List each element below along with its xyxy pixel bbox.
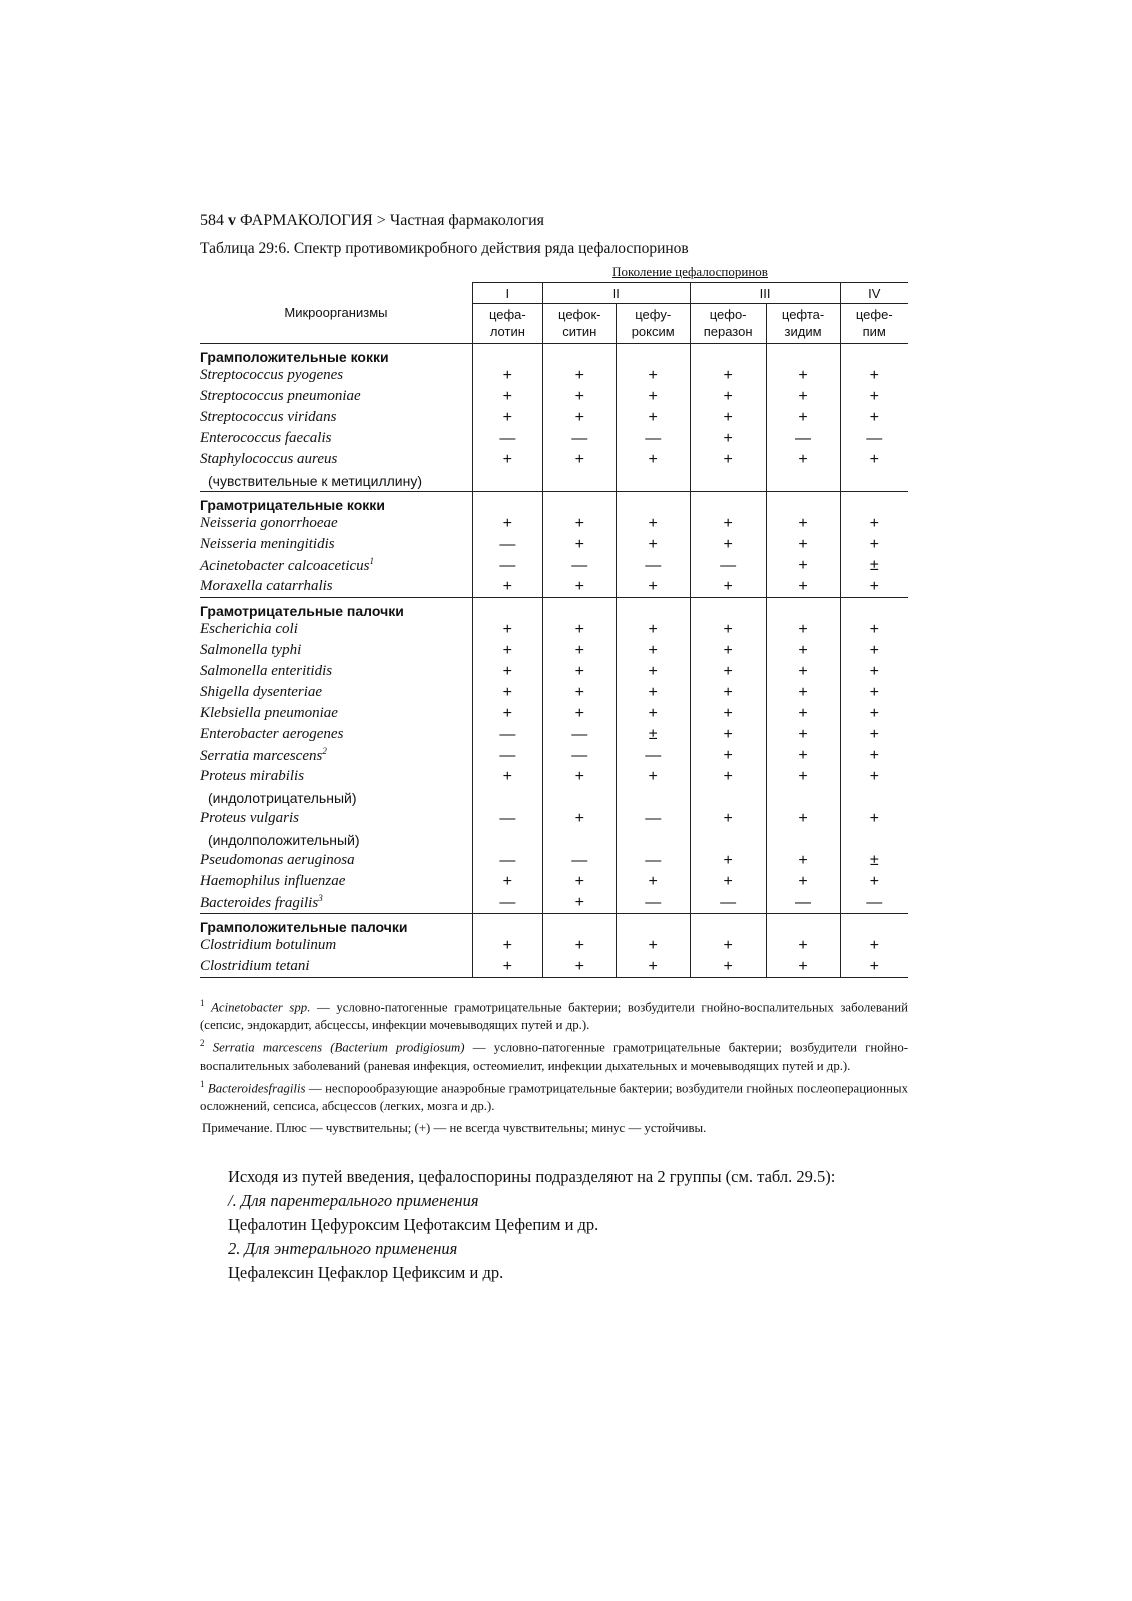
table-row [200,619,908,640]
sensitivity-cell [542,470,616,492]
sensitivity-cell: — [472,534,542,555]
sensitivity-cell: + [766,555,840,576]
microorganisms-header: Микроорганизмы [284,305,388,321]
page [200,212,908,1285]
sensitivity-cell: + [472,703,542,724]
table-row [200,661,908,682]
sensitivity-cell: + [690,534,766,555]
group1-title: /. Для парентерального применения [228,1190,479,1210]
sensitivity-cell: + [690,956,766,978]
sensitivity-cell [690,470,766,492]
sensitivity-cell: — [472,892,542,914]
sensitivity-cell: + [840,682,908,703]
sensitivity-cell: + [472,576,542,598]
sensitivity-cell: + [472,407,542,428]
empty-cell [766,344,840,366]
sensitivity-cell: + [616,956,690,978]
table-row [200,407,908,428]
sensitivity-cell: — [840,428,908,449]
group-title: Грамположительные кокки [200,344,472,366]
organism-name: Proteus mirabilis [200,768,305,784]
sensitivity-cell: — [616,850,690,871]
sensitivity-cell: + [766,576,840,598]
organism-name: Proteus vulgaris [200,810,300,826]
sensitivity-cell: — [766,428,840,449]
sensitivity-cell: + [616,935,690,956]
sensitivity-cell: + [840,640,908,661]
group-title: Грамположительные палочки [200,914,472,936]
sensitivity-cell: — [690,892,766,914]
body-text [200,1165,908,1285]
sensitivity-cell: + [542,365,616,386]
sensitivity-cell: + [766,386,840,407]
organism-name: Enterococcus faecalis [200,430,332,446]
empty-cell [766,492,840,514]
group-header-row [200,492,908,514]
sensitivity-cell: + [766,534,840,555]
sensitivity-cell: — [616,555,690,576]
sensitivity-cell: + [840,407,908,428]
sensitivity-cell [840,470,908,492]
spectrum-table [200,282,908,978]
table-row [200,766,908,787]
sensitivity-cell: + [616,703,690,724]
empty-cell [542,492,616,514]
group-title: Грамотрицательные кокки [200,492,472,514]
sensitivity-cell: + [472,956,542,978]
generation-iii: III [690,283,840,304]
sensitivity-cell [766,787,840,808]
empty-cell [542,598,616,620]
organism-name: Escherichia coli [200,621,298,637]
sensitivity-cell: + [690,428,766,449]
sensitivity-cell: + [472,661,542,682]
table-row [200,935,908,956]
organism-name: Neisseria meningitidis [200,536,335,552]
sensitivity-cell: + [690,935,766,956]
sensitivity-cell: + [542,640,616,661]
organism-name: Shigella dysenteriae [200,684,323,700]
sensitivity-cell: + [690,766,766,787]
table-row [200,555,908,576]
sensitivity-cell: + [690,871,766,892]
sensitivity-cell [840,787,908,808]
sensitivity-cell: + [616,619,690,640]
group2-list: Цефалексин Цефаклор Цефиксим и др. [228,1262,504,1282]
group2-title: 2. Для энтерального применения [228,1238,458,1258]
table-row [200,576,908,598]
sensitivity-cell: — [616,808,690,829]
group1-list: Цефалотин Цефуроксим Цефотаксим Цефепим и др. [228,1214,599,1234]
organism-name: Haemophilus influenzae [200,873,346,889]
sensitivity-cell: + [690,850,766,871]
sensitivity-cell: + [472,766,542,787]
table-row [200,470,908,492]
organism-name: Salmonella typhi [200,642,302,658]
sensitivity-cell: + [542,661,616,682]
table-row [200,682,908,703]
sensitivity-cell: + [766,407,840,428]
drug-header: цефе- пим [840,304,908,344]
sensitivity-cell: — [616,428,690,449]
sensitivity-cell: + [472,365,542,386]
sensitivity-cell: + [542,386,616,407]
sensitivity-cell: + [616,407,690,428]
empty-cell [690,344,766,366]
sensitivity-cell: — [472,555,542,576]
sensitivity-cell: — [840,892,908,914]
sensitivity-cell: — [472,745,542,766]
sensitivity-cell: + [472,619,542,640]
sensitivity-cell: ± [840,850,908,871]
sensitivity-cell: + [616,534,690,555]
sensitivity-cell: + [840,619,908,640]
sensitivity-cell: — [616,745,690,766]
sensitivity-cell: + [840,576,908,598]
empty-cell [616,492,690,514]
sensitivity-cell: — [616,892,690,914]
drug-header: цефок- ситин [542,304,616,344]
sensitivity-cell: + [766,365,840,386]
empty-cell [766,914,840,936]
organism-name: (чувствительные к метициллину) [208,472,422,489]
sensitivity-cell: + [840,808,908,829]
sensitivity-cell: + [690,703,766,724]
sensitivity-cell: + [690,724,766,745]
sensitivity-cell: ± [616,724,690,745]
sensitivity-cell: + [542,513,616,534]
table-row [200,724,908,745]
group-title: Грамотрицательные палочки [200,598,472,620]
sensitivity-cell: + [616,871,690,892]
sensitivity-cell: — [472,428,542,449]
sensitivity-cell: + [616,576,690,598]
sensitivity-cell: + [840,724,908,745]
sensitivity-cell: + [840,365,908,386]
sensitivity-cell [616,787,690,808]
sensitivity-cell: + [840,935,908,956]
organism-name: Neisseria gonorrhoeae [200,515,338,531]
sensitivity-cell: + [840,871,908,892]
sensitivity-cell: + [840,513,908,534]
table-row [200,534,908,555]
empty-cell [472,598,542,620]
generation-i: I [472,283,542,304]
empty-cell [616,344,690,366]
sensitivity-cell [690,787,766,808]
sensitivity-cell: — [542,724,616,745]
sensitivity-cell: + [766,850,840,871]
table-row [200,449,908,470]
table-body [200,344,908,978]
sensitivity-cell: + [616,640,690,661]
intro-paragraph: Исходя из путей введения, цефалоспорины подразделяют на 2 группы (см. табл. 29.5): [228,1166,836,1186]
sensitivity-cell: + [542,871,616,892]
table-row [200,428,908,449]
sensitivity-cell: + [690,619,766,640]
sensitivity-cell [472,829,542,850]
empty-cell [840,344,908,366]
sensitivity-cell: + [472,449,542,470]
footnote: $^2$ Serratia marcescens (Bacterium prodigiosum) — условно-патогенные грамотрицательные бактерии; возбудители гнойно-воспалительных заболеваний (раневая инфекция, остеомиелит, инфекции дыхательных и мочевыводящих путей и др.). [200,1038,909,1073]
sensitivity-cell: + [766,513,840,534]
sensitivity-cell: + [690,640,766,661]
empty-cell [542,344,616,366]
sensitivity-cell [472,787,542,808]
sensitivity-cell: + [766,619,840,640]
sensitivity-cell: — [542,555,616,576]
table-row [200,850,908,871]
sensitivity-cell: + [766,808,840,829]
table-row [200,703,908,724]
empty-cell [472,914,542,936]
empty-cell [542,914,616,936]
sensitivity-cell: + [616,661,690,682]
sensitivity-cell: + [766,449,840,470]
sensitivity-cell: + [472,640,542,661]
subsection-title: Частная фармакология [389,212,544,229]
sensitivity-cell: + [616,513,690,534]
sensitivity-cell: + [616,682,690,703]
sensitivity-cell: + [840,534,908,555]
sensitivity-cell: + [472,682,542,703]
sensitivity-cell: + [690,407,766,428]
empty-cell [840,914,908,936]
table-row [200,513,908,534]
sensitivity-cell: + [690,513,766,534]
organism-name: Salmonella enteritidis [200,663,333,679]
drug-header: цефу- роксим [616,304,690,344]
group-header-row [200,344,908,366]
sensitivity-cell [472,470,542,492]
footnote: $^1$ Bacteroidesfragilis — неспорообразующие анаэробные грамотрицательные бактерии; возбудители гнойных послеоперационных осложнений, сепсиса, абсцессов (легких, мозга и др.). [200,1078,908,1113]
sensitivity-cell: + [690,449,766,470]
sensitivity-cell [542,787,616,808]
empty-cell [840,598,908,620]
organism-name: Clostridium tetani [200,956,472,978]
sensitivity-cell: + [472,871,542,892]
table-row [200,745,908,766]
sensitivity-cell: + [840,745,908,766]
sensitivity-cell: + [690,808,766,829]
sensitivity-cell: + [840,386,908,407]
table-note: Примечание. Плюс — чувствительны; (+) — не всегда чувствительны; минус — устойчивы. [202,1120,707,1135]
sensitivity-cell: — [690,555,766,576]
table-row [200,365,908,386]
running-header [200,212,908,230]
generation-ii: II [542,283,690,304]
drug-header: цефа- лотин [472,304,542,344]
sensitivity-cell: + [766,724,840,745]
sensitivity-cell [840,829,908,850]
table-row [200,787,908,808]
sensitivity-cell: + [472,386,542,407]
generation-title: Поколение цефалоспоринов [612,264,768,279]
sensitivity-cell: + [766,766,840,787]
sensitivity-cell: + [542,576,616,598]
table-row [200,892,908,914]
sensitivity-cell: + [542,534,616,555]
sensitivity-cell: + [840,661,908,682]
sensitivity-cell: + [766,935,840,956]
empty-cell [690,598,766,620]
sensitivity-cell: + [690,386,766,407]
empty-cell [690,914,766,936]
empty-cell [616,914,690,936]
sensitivity-cell: + [766,871,840,892]
sensitivity-cell: — [472,808,542,829]
sensitivity-cell: — [542,428,616,449]
sensitivity-cell [616,829,690,850]
table-row [200,871,908,892]
footnotes [200,994,908,1137]
sensitivity-cell: + [840,449,908,470]
group-header-row [200,598,908,620]
sensitivity-cell: + [616,365,690,386]
header-mark: v [228,212,236,229]
sensitivity-cell: + [690,661,766,682]
organism-name: Pseudomonas aeruginosa [200,852,355,868]
empty-cell [766,598,840,620]
sensitivity-cell: + [616,449,690,470]
sensitivity-cell: ± [840,555,908,576]
sensitivity-cell: + [690,682,766,703]
empty-cell [840,492,908,514]
organism-name: Bacteroides fragilis$^3$ [200,893,323,911]
sensitivity-cell: + [690,745,766,766]
sensitivity-cell: + [840,956,908,978]
sensitivity-cell: + [690,576,766,598]
sensitivity-cell: + [766,682,840,703]
sensitivity-cell: + [542,956,616,978]
empty-cell [690,492,766,514]
organism-name: Moraxella catarrhalis [200,578,333,594]
generation-row [200,283,908,304]
sensitivity-cell [616,470,690,492]
sensitivity-cell: + [542,703,616,724]
table-row [200,386,908,407]
organism-name: Streptococcus pneumoniae [200,388,361,404]
sensitivity-cell: + [542,935,616,956]
sensitivity-cell [766,829,840,850]
group-header-row [200,914,908,936]
sensitivity-cell: + [542,892,616,914]
sensitivity-cell: + [542,407,616,428]
sensitivity-cell: + [542,619,616,640]
empty-cell [472,344,542,366]
organism-name: Serratia marcescens$^2$ [200,746,327,764]
table-row [200,640,908,661]
generation-iv: IV [840,283,908,304]
organism-name: Streptococcus viridans [200,409,337,425]
sensitivity-cell: — [472,850,542,871]
page-number: 584 [200,212,224,229]
sensitivity-cell: + [472,935,542,956]
table-caption: Таблица 29:6. Спектр противомикробного действия ряда цефалоспоринов [200,240,689,257]
sensitivity-cell: + [766,703,840,724]
sensitivity-cell: — [472,724,542,745]
drug-header: цефо- перазон [690,304,766,344]
header-separator: > [376,212,386,229]
organism-name: Clostridium botulinum [200,937,337,953]
sensitivity-cell: + [766,640,840,661]
organism-name: Streptococcus pyogenes [200,367,344,383]
sensitivity-cell: + [766,956,840,978]
sensitivity-cell: + [840,766,908,787]
section-title: ФАРМАКОЛОГИЯ [240,212,373,229]
organism-name: Enterobacter aerogenes [200,726,344,742]
empty-cell [616,598,690,620]
sensitivity-cell: + [690,365,766,386]
sensitivity-cell: — [542,745,616,766]
table-row [200,956,908,978]
sensitivity-cell [542,829,616,850]
sensitivity-cell: + [840,703,908,724]
sensitivity-cell: + [766,661,840,682]
organism-name: Klebsiella pneumoniae [200,705,338,721]
sensitivity-cell: + [542,808,616,829]
sensitivity-cell [690,829,766,850]
organism-name: Staphylococcus aureus [200,451,338,467]
table-row [200,808,908,829]
sensitivity-cell: — [542,850,616,871]
empty-cell [472,492,542,514]
sensitivity-cell: + [542,682,616,703]
table-row [200,829,908,850]
organism-name: Acinetobacter calcoaceticus$^1$ [200,556,375,574]
sensitivity-cell: + [542,449,616,470]
organism-name: (индолположительный) [208,831,360,848]
sensitivity-cell: + [616,386,690,407]
organism-name: (индолотрицательный) [208,789,357,806]
drug-header: цефта- зидим [766,304,840,344]
sensitivity-cell: + [616,766,690,787]
sensitivity-cell: + [766,745,840,766]
sensitivity-cell: + [542,766,616,787]
sensitivity-cell: + [472,513,542,534]
sensitivity-cell: — [766,892,840,914]
footnote: $^1$ Acinetobacter spp. — условно-патогенные грамотрицательные бактерии; возбудители гнойно-воспалительных заболеваний (сепсис, эндокардит, абсцессы, инфекции мочевыводящих путей и др.). [200,998,909,1033]
sensitivity-cell [766,470,840,492]
